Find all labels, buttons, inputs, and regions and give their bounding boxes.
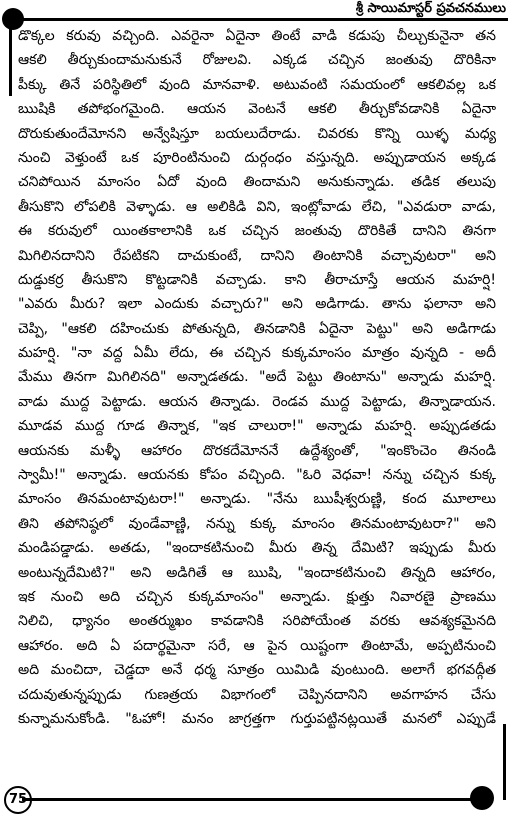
top-border-rule bbox=[10, 18, 508, 21]
text-line: ఆహారం. అది ఏ పదార్థమైనా సరే, ఆ పైన యిష్టంగా తింటామే, అప్పటినుంచి bbox=[18, 637, 496, 654]
text-line: ఈ కరువులో యింతకాలానికి ఒక చచ్చిన జంతువు దొరికితే దానిని తినగా bbox=[18, 223, 496, 240]
text-line: ఋషికి తపోభంగమైంది. ఆయన వెంటనే ఆకలి తీర్చుకోవడానికి ఏదైనా bbox=[18, 101, 496, 118]
left-border-rule bbox=[9, 18, 12, 96]
text-line: తిని తపోనిష్ఠలో వుండేవాణ్ణి, నన్ను కుక్క మాంసం తినమంటావుటరా?" అని bbox=[18, 515, 496, 532]
text-line: మేము తినగా మిగిలినది" అన్నాడతడు. "అదే పెట్టు తింటాను" అన్నాడు మహర్షి. bbox=[18, 369, 496, 386]
body-text bbox=[18, 24, 496, 731]
text-line: మహర్షి. "నా వద్ద ఏమీ లేదు, ఈ చచ్చిన కుక్కమాంసం మాత్రం వున్నది - అదీ bbox=[18, 345, 496, 362]
running-header: శ్రీ సాయిమాస్టర్ ప్రవచనములు bbox=[355, 1, 506, 16]
text-line: దొరుకుతుందేమోనని అన్వేషిస్తూ బయలుదేరాడు. చివరకు కొన్ని యిళ్ళ మధ్య bbox=[18, 125, 496, 142]
text-line: తీసుకొని లోపలికి వెళ్ళాడు. ఆ అలికిడి విని, ఇంట్లోవాడు లేచి, "ఎవడురా వాడు, bbox=[18, 198, 496, 215]
text-line: మూడవ ముద్ద గూడ తిన్నాక, "ఇక చాలురా!" అన్నాడు మహర్షి. అప్పుడతడు bbox=[18, 418, 496, 435]
text-line: ఆకలి తీర్చుకుందామనుకునే రోజులవి. ఎక్కడ చచ్చిన జంతువు దొరికినా bbox=[18, 52, 496, 69]
text-line: అంటున్నదేమిటి?" అని అడిగితే ఆ ఋషి, "ఇందాకటినుంచి తిన్నది ఆహారం, bbox=[18, 564, 496, 581]
corner-dot-ornament bbox=[470, 786, 494, 810]
text-line: నిలిచి, ధ్యానం అంతర్ముఖం కావడానికి సరిపోయేంత వరకు ఆవశ్యకమైనది bbox=[18, 613, 496, 630]
text-line: నుంచి వెళ్తుంటే ఒక పూరింటినుంచి దుర్గంధం వస్తున్నది. అప్పుడాయన అక్కడ bbox=[18, 149, 496, 166]
text-line: డొక్కల కరువు వచ్చింది. ఎవరైనా ఏదైనా తింటే వాడి కడుపు చీల్చుకునైనా తన bbox=[18, 28, 496, 44]
text-line: పీక్కు తినే పరిస్థితిలో వుంది మానవాళి. అటువంటి సమయంలో ఆకలివల్ల ఒక bbox=[18, 76, 496, 93]
text-line: "ఎవరు మీరు? ఇలా ఎందుకు వచ్చారు?" అని అడిగాడు. తాను ఫలానా అని bbox=[18, 296, 496, 313]
text-line: మిగిలినదానిని రేపటికని దాచుకుంటే, దానిని తింటానికి వచ్చావుటరా" అని bbox=[18, 247, 496, 264]
text-line: వాడు ముద్ద పెట్టాడు. ఆయన తిన్నాడు. రెండవ ముద్ద పెట్టాడు, తిన్నాడాయన. bbox=[18, 393, 496, 410]
text-line: చనిపోయిన మాంసం ఏదో వుంది తిందామని అనుకున్నాడు. తడిక తలుపు bbox=[18, 174, 496, 191]
text-line: దుడ్డుకర్ర తీసుకొని కొట్టడానికి వచ్చాడు. కాని తీరాచూస్తే ఆయన మహర్షి! bbox=[18, 271, 496, 288]
page-number: 75 bbox=[4, 786, 32, 814]
bottom-border-rule bbox=[22, 798, 484, 801]
text-line: మండిపడ్డాడు. అతడు, "ఇందాకటినుంచి మీరు తిన్న దేమిటి? ఇప్పుడు మీరు bbox=[18, 540, 496, 557]
text-line: అది మంచిదా, చెడ్డదా అనే ధర్మ సూత్రం యిమిడి వుంటుంది. అలాగే భగవద్గీత bbox=[18, 662, 496, 679]
text-line: ఇక నుంచి అది చచ్చిన కుక్కమాంసం" అన్నాడు. క్షుత్తు నివారణై ప్రాణము bbox=[18, 588, 496, 605]
text-line: కున్నామనుకోండి. "ఓహో! మనం జాగ్రత్తగా గుర్తుపట్టినట్లయితే మనలో ఎప్పుడే bbox=[18, 710, 496, 727]
text-line: స్వామీ!" అన్నాడు. ఆయనకు కోపం వచ్చింది. "ఓరి వెధవా! నన్ను చచ్చిన కుక్క bbox=[18, 467, 496, 484]
text-line: ఆయనకు మళ్ళీ ఆహారం దొరకదేమోననే ఉద్దేశ్యంతో, "ఇంకొంచెం తినండి bbox=[18, 442, 496, 459]
right-border-rule bbox=[503, 724, 506, 800]
text-line: చెప్పి, "ఆకలి దహించుకు పోతున్నది, తినడానికి ఏదైనా పెట్టు" అని అడిగాడు bbox=[18, 320, 496, 337]
text-line: మాంసం తినమంటావుటరా!" అన్నాడు. "నేను ఋషీశ్వరుణ్ణి, కంద మూలాలు bbox=[18, 491, 496, 508]
text-line: చదువుతున్నప్పుడు గుణత్రయ విభాగంలో చెప్పినదానిని అవగాహన చేసు bbox=[18, 686, 496, 703]
